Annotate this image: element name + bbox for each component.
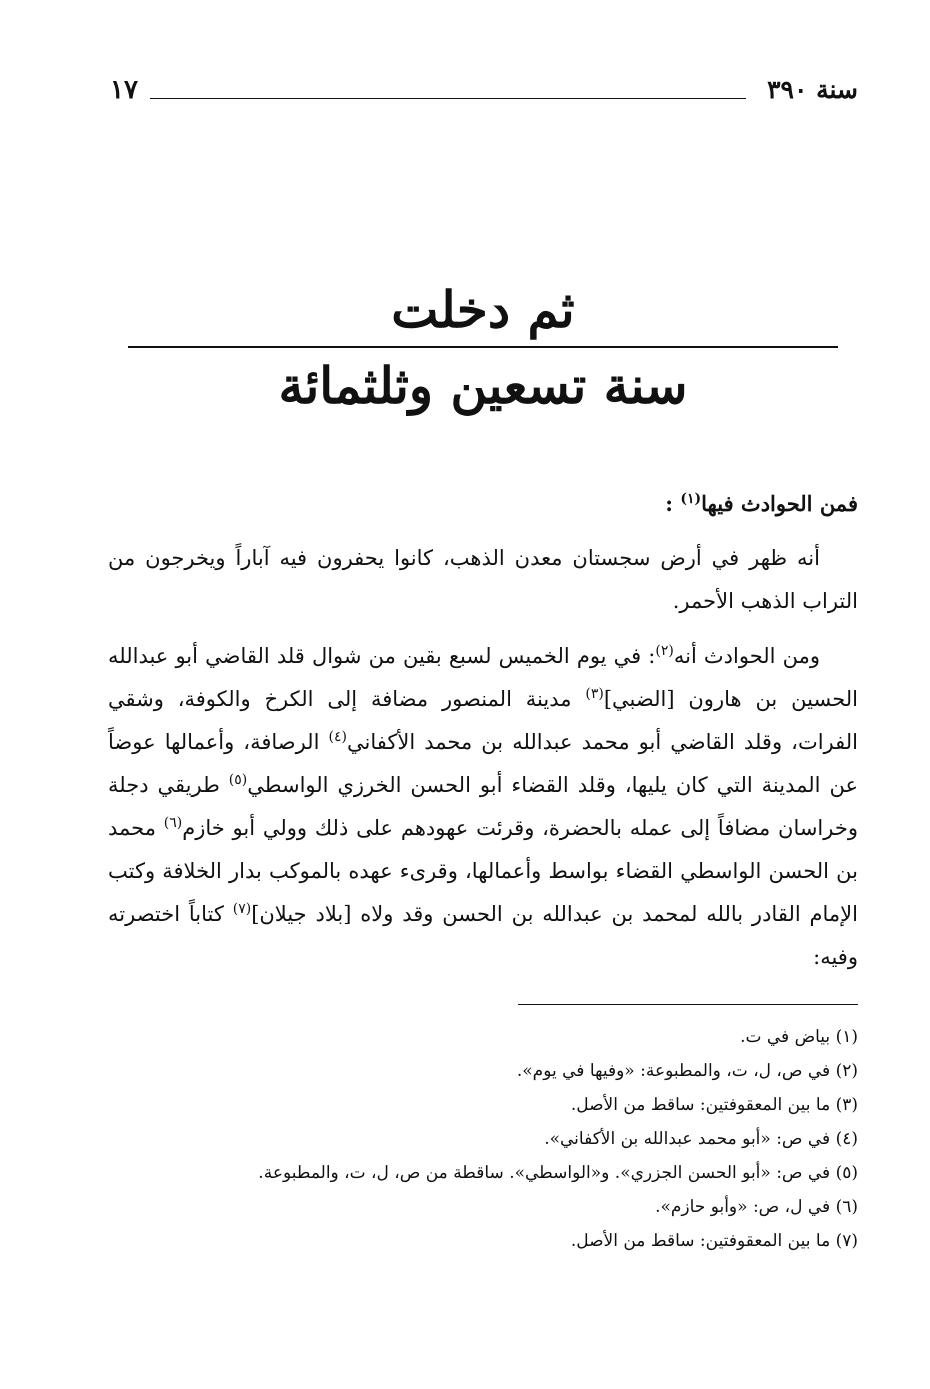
chapter-heading: [128, 276, 838, 420]
header-rule: [150, 98, 746, 99]
paragraph-2: [108, 635, 858, 979]
section-heading: [108, 482, 858, 525]
footnote-ref-4: (٤): [328, 729, 347, 745]
paragraph-2-segment-6: محمد بن الحسن الواسطي القضاء بواسط وأعمالها، وقرىء عهده بالموكب بدار الخلافة وكتب الإمام القادر بالله لمحمد بن عبدالله بن الحسن وقد ولاه [بلاد جيلان]: [108, 816, 858, 926]
page-number: ١٧: [110, 75, 138, 105]
footnotes: [108, 1020, 858, 1258]
paragraph-2-segment-4: الرصافة، وأعمالها عوضاً عن المدينة التي كان يليها، وقلد القضاء أبو الحسن الخرزي الواسطي: [108, 730, 858, 797]
chapter-heading-line-2: سنة تسعين وثلثمائة: [278, 356, 688, 415]
running-title: سنة ٣٩٠: [767, 75, 858, 104]
main-text: [108, 482, 858, 991]
footnote-ref-2: (٢): [655, 643, 674, 659]
running-header: [110, 70, 858, 110]
footnote-item: (٧) ما بين المعقوفتين: ساقط من الأصل.: [570, 1231, 858, 1251]
footnote-item: (٢) في ص، ل، ت، والمطبوعة: «وفيها في يوم».: [516, 1061, 858, 1081]
paragraph-2-segment-3: مدينة المنصور مضافة إلى الكرخ والكوفة، وشقي الفرات، وقلد القاضي أبو محمد عبدالله بن محمد الأكفاني: [108, 687, 858, 754]
chapter-heading-rule: [128, 346, 838, 348]
footnote-separator: [518, 1004, 858, 1005]
footnote-item: (٤) في ص: «أبو محمد عبدالله بن الأكفاني».: [544, 1129, 858, 1149]
chapter-heading-line-1: ثم دخلت: [391, 280, 575, 339]
footnote-ref-1: (١): [680, 491, 702, 507]
section-heading-colon: :: [665, 491, 674, 516]
paragraph-2-segment-5: طريقي دجلة وخراسان مضافاً إلى عمله بالحضرة، وقرئت عهودهم على ذلك وولي أبو خازم: [108, 773, 858, 840]
footnote-item: (١) بياض في ت.: [740, 1027, 858, 1047]
footnote-item: (٣) ما بين المعقوفتين: ساقط من الأصل.: [570, 1095, 858, 1115]
footnote-item: (٥) في ص: «أبو الحسن الجزري». و«الواسطي». ساقطة من ص، ل، ت، والمطبوعة.: [258, 1163, 858, 1183]
section-heading-text: فمن الحوادث فيها: [701, 491, 858, 516]
footnote-item: (٦) في ل، ص: «وأبو حازم».: [655, 1197, 858, 1217]
footnote-ref-5: (٥): [228, 772, 248, 788]
paragraph-1: أنه ظهر في أرض سجستان معدن الذهب، كانوا يحفرون فيه آباراً ويخرجون من التراب الذهب الأحمر.: [108, 546, 858, 613]
paragraph-2-segment-2: : في يوم الخميس لسبع بقين من شوال قلد القاضي أبو عبدالله الحسين بن هارون [الضبي]: [108, 644, 858, 711]
footnote-ref-6: (٦): [163, 815, 183, 831]
footnote-ref-7: (٧): [232, 901, 252, 917]
paragraph-2-segment-1: ومن الحوادث أنه: [673, 644, 820, 668]
footnote-ref-3: (٣): [585, 686, 604, 702]
paragraph-2-segment-7: كتاباً اختصرته وفيه:: [108, 902, 858, 969]
